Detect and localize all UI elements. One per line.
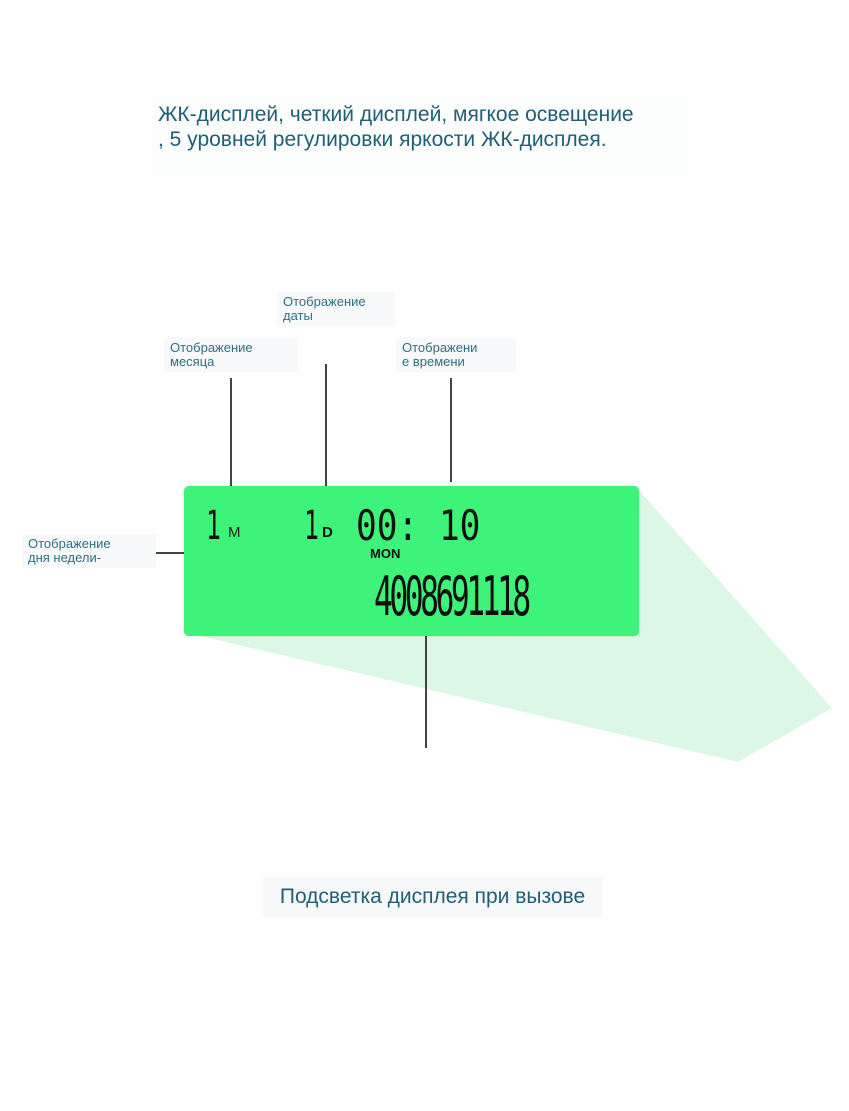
callout-weekday-line-2: дня недели- bbox=[28, 550, 102, 565]
callout-month bbox=[164, 338, 298, 372]
callout-time-line-2: е времени bbox=[402, 354, 465, 369]
lcd-month-unit: M bbox=[228, 524, 241, 541]
lcd-month-digit: 1 bbox=[206, 503, 221, 549]
lcd-time: 00: 10 bbox=[356, 501, 481, 550]
headline-line-1: ЖК-дисплей, четкий дисплей, мягкое освещение bbox=[158, 103, 634, 126]
lcd-phone-number: 4008691118 bbox=[374, 565, 528, 628]
backlight-caption: Подсветка дисплея при вызове bbox=[263, 877, 602, 917]
leader-line-backlight bbox=[425, 636, 427, 748]
callout-time-line-1: Отображени bbox=[402, 340, 478, 355]
callout-weekday bbox=[22, 534, 156, 568]
callout-date-line-1: Отображение bbox=[283, 294, 366, 309]
callout-date bbox=[277, 292, 395, 326]
callout-weekday-line-1: Отображение bbox=[28, 536, 111, 551]
lcd-day-digit: 1 bbox=[304, 503, 319, 549]
callout-month-line-2: месяца bbox=[170, 354, 215, 369]
callout-time bbox=[396, 338, 516, 372]
leader-line-date bbox=[325, 364, 327, 494]
callout-month-line-1: Отображение bbox=[170, 340, 253, 355]
lcd-display bbox=[184, 486, 639, 636]
lcd-day-unit: D bbox=[322, 524, 333, 541]
callout-date-line-2: даты bbox=[283, 308, 313, 323]
lcd-weekday: MON bbox=[370, 546, 401, 561]
leader-line-month bbox=[230, 378, 232, 490]
feature-headline bbox=[150, 96, 688, 176]
headline-line-2: , 5 уровней регулировки яркости ЖК-дисплея. bbox=[158, 128, 607, 151]
leader-line-time bbox=[450, 378, 452, 482]
